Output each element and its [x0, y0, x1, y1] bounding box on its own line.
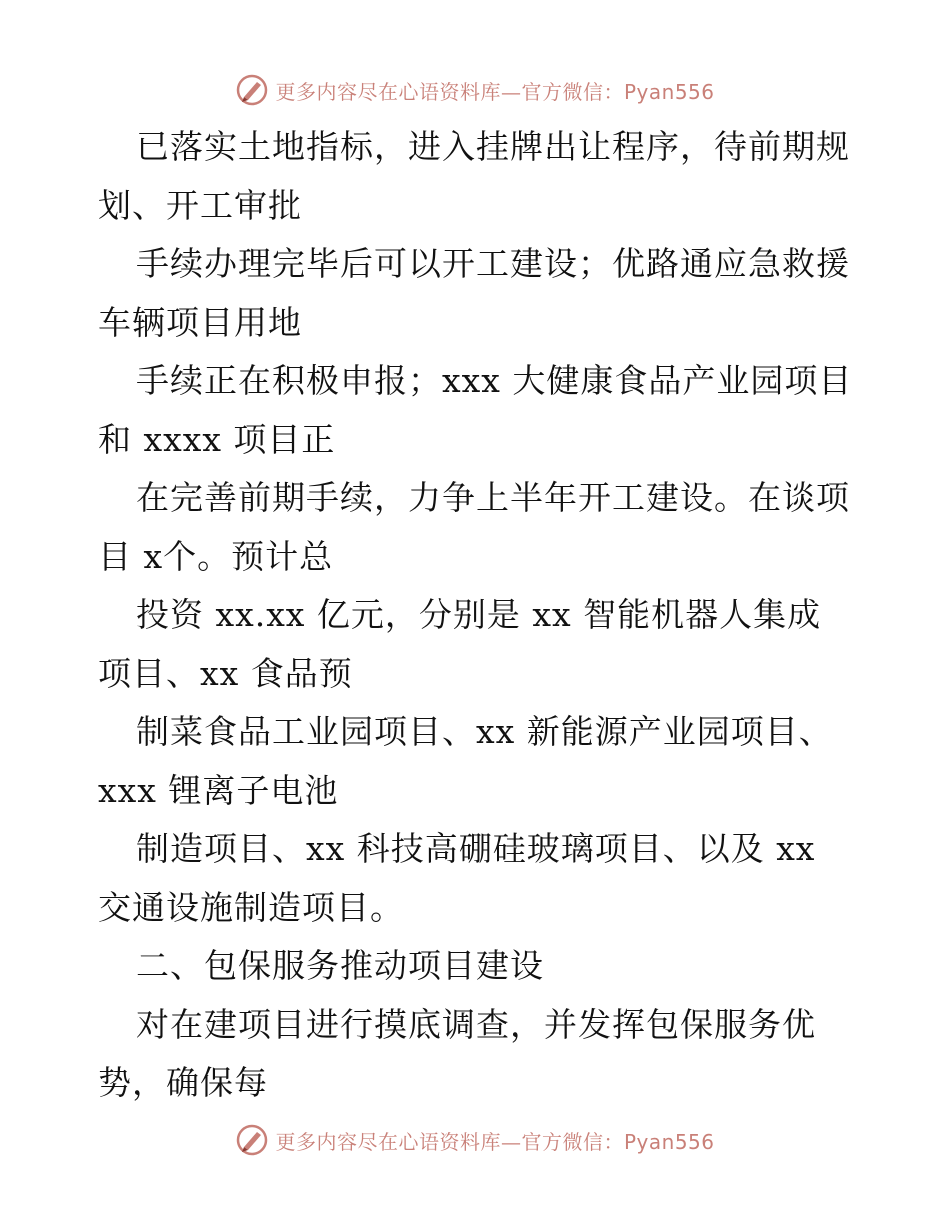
- watermark-label: 更多内容尽在心语资料库—官方微信：: [275, 1129, 624, 1154]
- text-line: 项目、xx 食品预: [98, 653, 353, 693]
- text-line: 在完善前期手续，力争上半年开工建设。在谈项: [136, 478, 850, 517]
- watermark-text: [275, 1126, 714, 1155]
- text-line: 车辆项目用地: [98, 302, 302, 342]
- footer-watermark: [0, 1120, 950, 1160]
- text-line: 手续办理完毕后可以开工建设；优路通应急救援: [136, 244, 850, 283]
- text-line: 势，确保每: [98, 1063, 268, 1102]
- watermark-wechat-id: Pyan556: [623, 1129, 715, 1154]
- text-line: 已落实土地指标，进入挂牌出让程序，待前期规: [136, 127, 850, 166]
- text-line: xxx 锂离子电池: [98, 770, 339, 810]
- text-line: 二、包保服务推动项目建设: [136, 946, 544, 985]
- text-line: 投资 xx.xx 亿元，分别是 xx 智能机器人集成: [136, 595, 822, 634]
- watermark-wechat-id: Pyan556: [623, 79, 715, 104]
- watermark-text: [275, 76, 714, 105]
- pen-logo-icon: [235, 1123, 269, 1157]
- text-line: 制菜食品工业园项目、xx 新能源产业园项目、: [136, 712, 833, 751]
- pen-logo-icon: [235, 73, 269, 107]
- text-line: 划、开工审批: [98, 185, 302, 225]
- text-line: 和 xxxx 项目正: [98, 419, 336, 459]
- header-watermark: [0, 70, 950, 110]
- text-line: 手续正在积极申报；xxx 大健康食品产业园项目: [136, 361, 853, 400]
- text-line: 制造项目、xx 科技高硼硅玻璃项目、以及 xx: [136, 829, 816, 868]
- watermark-label: 更多内容尽在心语资料库—官方微信：: [275, 79, 624, 104]
- text-line: 交通设施制造项目。: [98, 887, 404, 927]
- text-line: 目 x个。预计总: [98, 536, 334, 576]
- document-body: [98, 118, 858, 1113]
- text-line: 对在建项目进行摸底调查，并发挥包保服务优: [136, 1004, 816, 1044]
